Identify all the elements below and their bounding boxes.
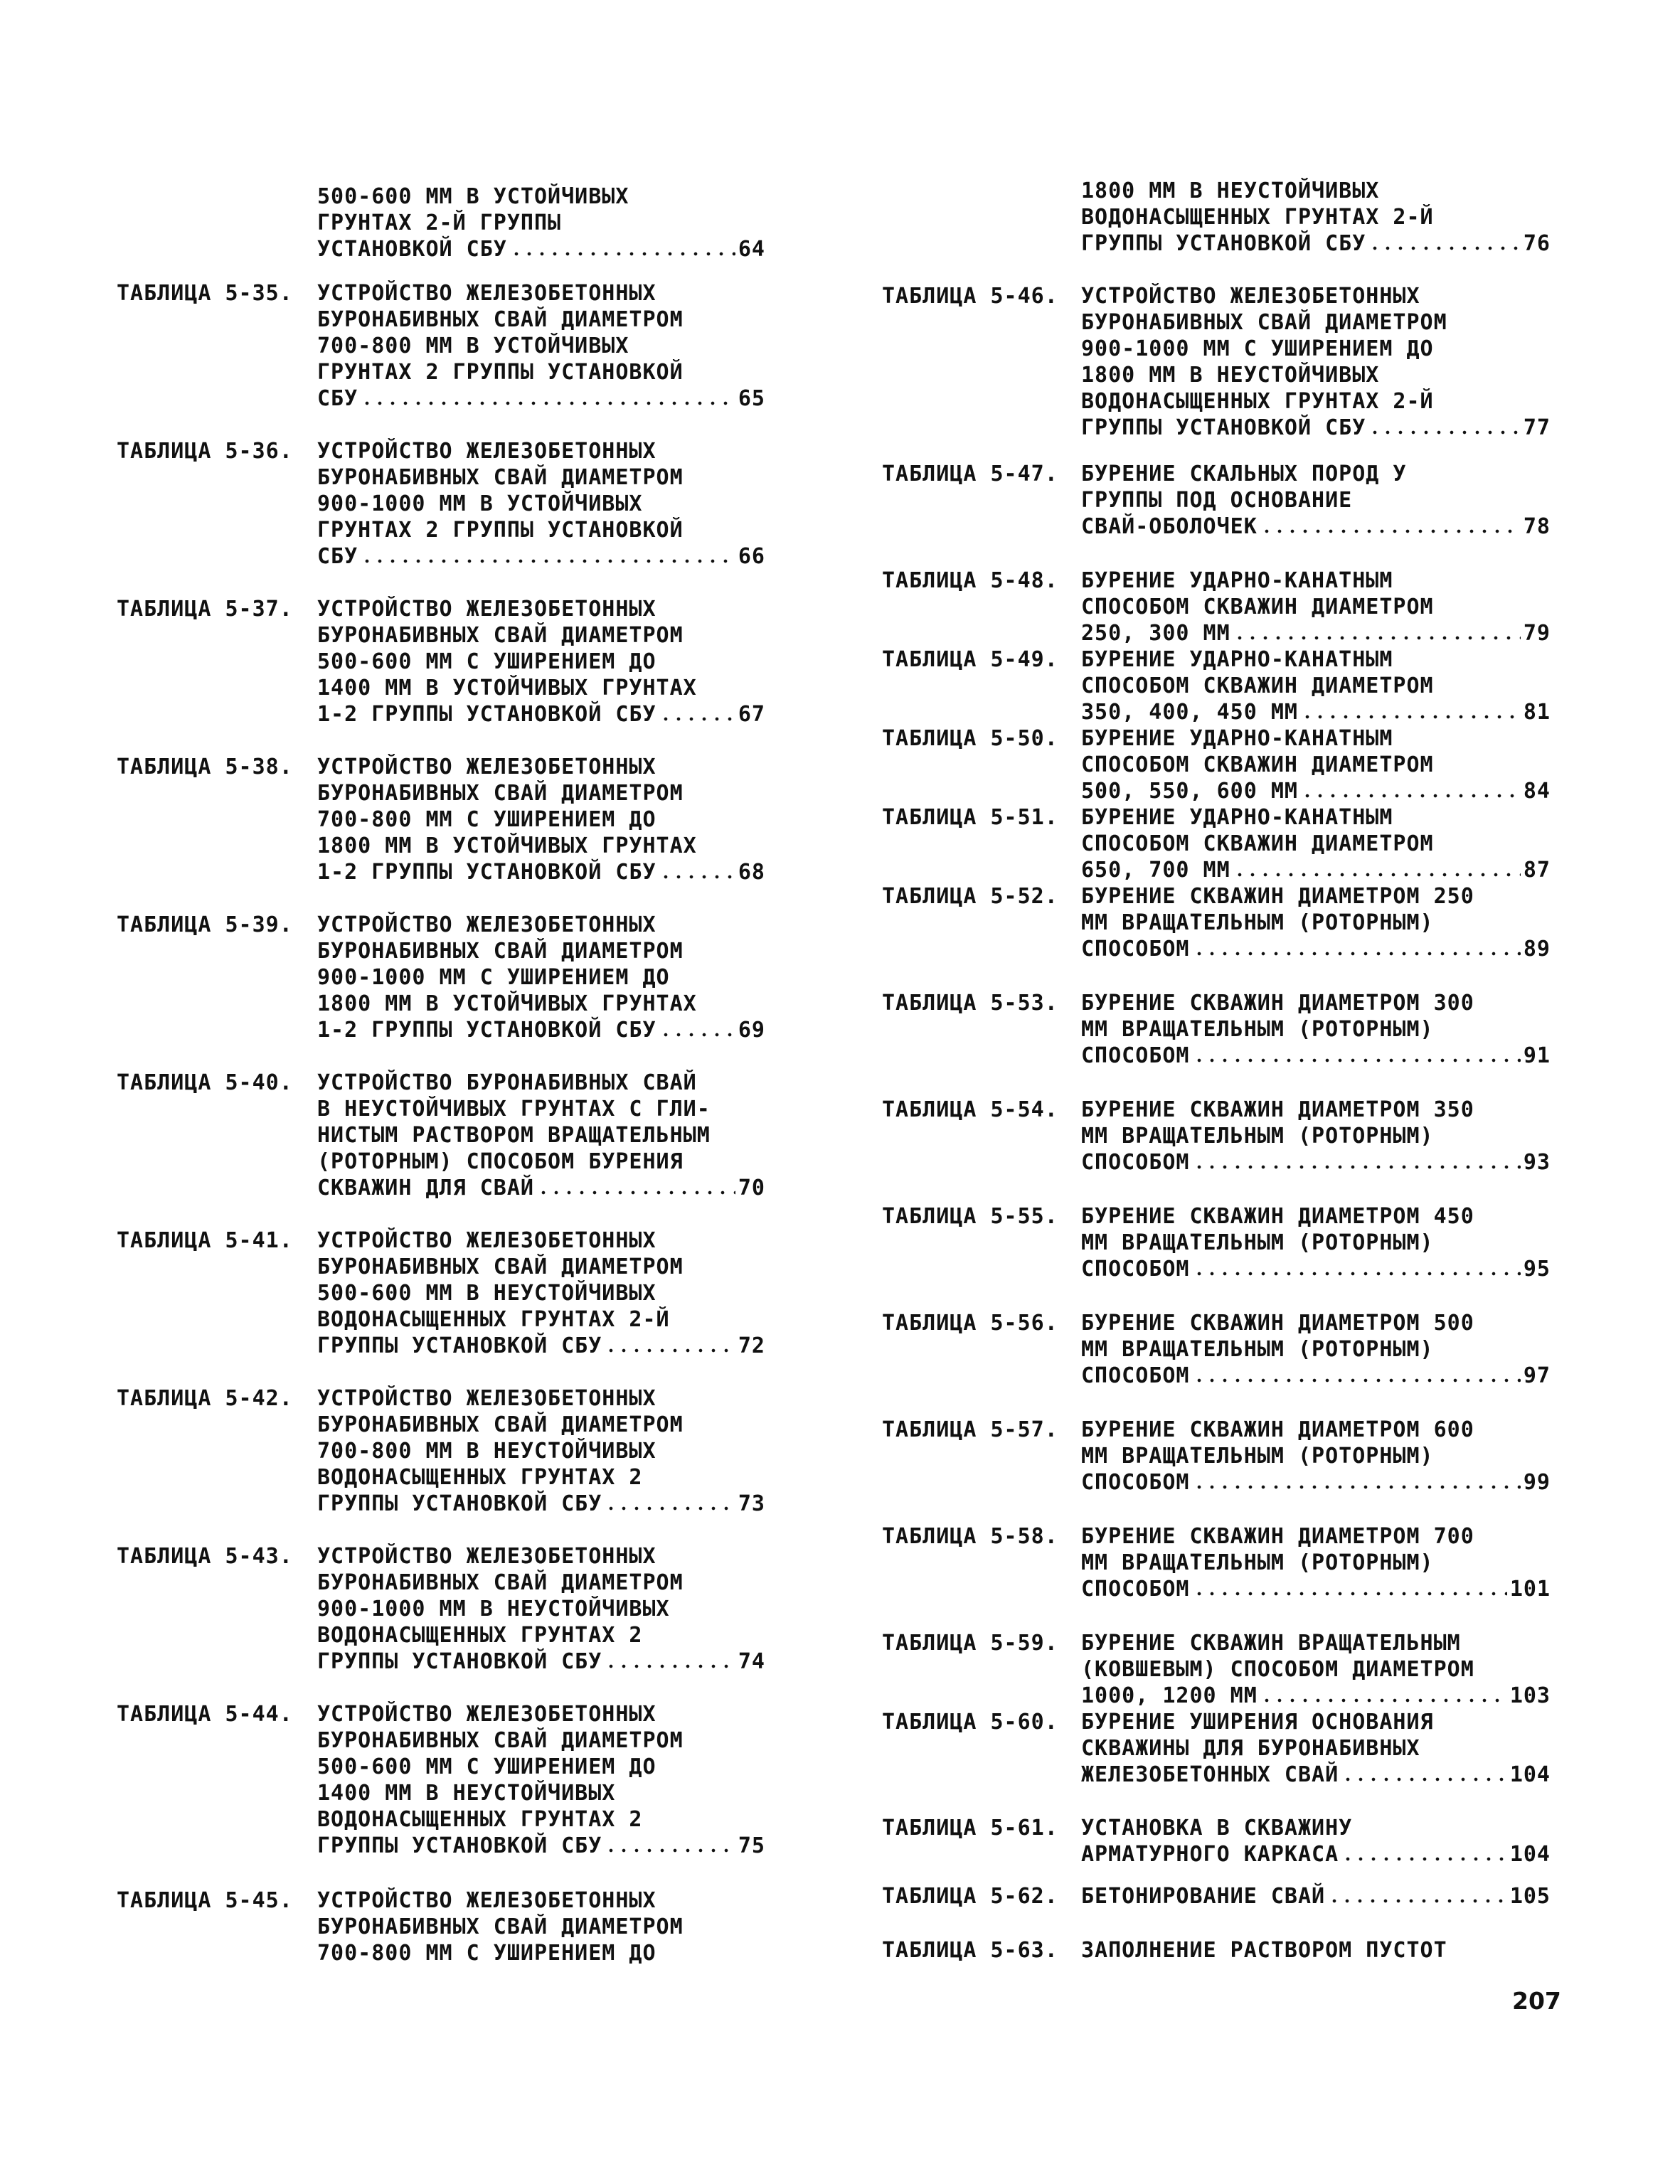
title-line: БУРОНАБИВНЫХ СВАЙ ДИАМЕТРОМ [1081,310,1447,335]
page-reference: 68 [738,860,765,885]
entry-title [317,754,765,885]
table-label: ТАБЛИЦА 5-49. [882,647,1058,672]
dot-leader [1193,1485,1521,1489]
page-reference: 64 [738,237,765,262]
title-line: 700-800 ММ С УШИРЕНИЕМ ДО [317,1941,656,1966]
page-reference: 77 [1523,415,1551,440]
title-line: ГРУНТАХ 2 ГРУППЫ УСТАНОВКОЙ [317,360,684,385]
entry-title [1081,1097,1551,1176]
title-line: УСТАНОВКОЙ СБУ [317,237,507,262]
title-last-line [317,701,765,728]
page-reference: 65 [738,386,765,411]
entry-title [1081,283,1551,441]
title-line: 1800 ММ В НЕУСТОЙЧИВЫХ [1081,363,1380,388]
title-line: ГРУНТАХ 2 ГРУППЫ УСТАНОВКОЙ [317,518,684,543]
title-line: ВОДОНАСЫЩЕННЫХ ГРУНТАХ 2-Й [317,1307,670,1332]
entry-title [1081,990,1551,1069]
title-line: 650, 700 ММ [1081,858,1230,883]
table-label: ТАБЛИЦА 5-42. [117,1386,293,1411]
dot-leader [1301,715,1521,719]
title-line: ММ ВРАЩАТЕЛЬНЫМ (РОТОРНЫМ) [1081,1550,1434,1575]
title-line: УСТРОЙСТВО ЖЕЛЕЗОБЕТОННЫХ [317,281,656,306]
title-line: СПОСОБОМ [1081,1470,1190,1495]
table-label: ТАБЛИЦА 5-51. [882,805,1058,830]
title-line: УСТРОЙСТВО ЖЕЛЕЗОБЕТОННЫХ [317,912,656,937]
entry-title [1081,461,1551,540]
title-line: 1-2 ГРУППЫ УСТАНОВКОЙ СБУ [317,1018,656,1043]
page-reference: 66 [738,544,765,569]
title-line: ГРУППЫ УСТАНОВКОЙ СБУ [1081,231,1366,256]
title-line: 1800 ММ В УСТОЙЧИВЫХ ГРУНТАХ [317,991,697,1016]
entry-title [1081,1523,1551,1602]
dot-leader [1341,1857,1507,1861]
title-last-line [1081,1043,1551,1069]
title-line: БУРОНАБИВНЫХ СВАЙ ДИАМЕТРОМ [317,465,684,490]
title-line: СПОСОБОМ [1081,1257,1190,1282]
title-line: ГРУППЫ УСТАНОВКОЙ СБУ [317,1333,602,1358]
table-label: ТАБЛИЦА 5-61. [882,1816,1058,1841]
title-last-line [1081,1256,1551,1282]
table-label: ТАБЛИЦА 5-58. [882,1524,1058,1549]
dot-leader [1328,1899,1507,1903]
table-label: ТАБЛИЦА 5-57. [882,1417,1058,1442]
title-line: 1000, 1200 ММ [1081,1683,1258,1708]
title-line: 1800 ММ В УСТОЙЧИВЫХ ГРУНТАХ [317,833,697,858]
page-reference: 73 [738,1491,765,1516]
title-line: СВАЙ-ОБОЛОЧЕК [1081,514,1258,539]
title-last-line [317,1017,765,1043]
page-reference: 87 [1523,858,1551,883]
dot-leader [605,1848,735,1853]
title-line: БУРЕНИЕ СКВАЖИН ДИАМЕТРОМ 600 [1081,1417,1474,1442]
page-reference: 76 [1523,231,1551,256]
title-line: БУРОНАБИВНЫХ СВАЙ ДИАМЕТРОМ [317,1914,684,1939]
title-line: БУРЕНИЕ СКВАЖИН ДИАМЕТРОМ 350 [1081,1097,1474,1122]
title-line: 900-1000 ММ В УСТОЙЧИВЫХ [317,491,643,516]
title-line: УСТАНОВКА В СКВАЖИНУ [1081,1816,1353,1841]
title-line: БУРОНАБИВНЫХ СВАЙ ДИАМЕТРОМ [317,1570,684,1595]
title-line: БУРОНАБИВНЫХ СВАЙ ДИАМЕТРОМ [317,939,684,964]
title-line: ГРУНТАХ 2-Й ГРУППЫ [317,211,562,235]
page-reference: 95 [1523,1257,1551,1282]
title-line: ММ ВРАЩАТЕЛЬНЫМ (РОТОРНЫМ) [1081,1230,1434,1255]
table-label: ТАБЛИЦА 5-36. [117,439,293,464]
entry-title [1081,804,1551,883]
title-line: 500-600 ММ В УСТОЙЧИВЫХ [317,184,629,209]
title-last-line [1081,1841,1551,1868]
title-line: БУРОНАБИВНЫХ СВАЙ ДИАМЕТРОМ [317,1412,684,1437]
dot-leader [1260,529,1521,533]
title-line: БЕТОНИРОВАНИЕ СВАЙ [1081,1884,1326,1909]
title-last-line [1081,1883,1551,1909]
title-line: БУРЕНИЕ УДАРНО-КАНАТНЫМ [1081,647,1393,672]
title-line: ГРУППЫ УСТАНОВКОЙ СБУ [317,1491,602,1516]
page-reference: 79 [1523,621,1551,646]
entry-title [317,1385,765,1517]
entry-title [317,1887,765,1966]
title-last-line [1081,857,1551,883]
title-line: 1400 ММ В УСТОЙЧИВЫХ ГРУНТАХ [317,676,697,701]
entry-title [317,183,765,262]
title-line: ММ ВРАЩАТЕЛЬНЫМ (РОТОРНЫМ) [1081,910,1434,935]
entry-title [317,280,765,412]
page-reference: 75 [738,1833,765,1858]
title-line: СПОСОБОМ СКВАЖИН ДИАМЕТРОМ [1081,673,1434,698]
dot-leader [1193,1058,1521,1062]
table-label: ТАБЛИЦА 5-55. [882,1204,1058,1229]
title-line: БУРЕНИЕ УДАРНО-КАНАТНЫМ [1081,726,1393,751]
title-line: АРМАТУРНОГО КАРКАСА [1081,1842,1339,1867]
title-line: 350, 400, 450 ММ [1081,700,1298,725]
title-line: БУРЕНИЕ СКВАЖИН ДИАМЕТРОМ 450 [1081,1204,1474,1229]
page-reference: 104 [1509,1762,1551,1787]
title-line: ГРУППЫ УСТАНОВКОЙ СБУ [1081,415,1366,440]
title-line: ГРУППЫ УСТАНОВКОЙ СБУ [317,1833,602,1858]
title-line: ММ ВРАЩАТЕЛЬНЫМ (РОТОРНЫМ) [1081,1444,1434,1469]
page-reference: 93 [1523,1150,1551,1175]
dot-leader [1233,873,1521,877]
title-last-line [317,1491,765,1517]
dot-leader [605,1506,735,1511]
title-line: ВОДОНАСЫЩЕННЫХ ГРУНТАХ 2 [317,1807,643,1832]
title-last-line [1081,230,1551,257]
dot-leader [1193,1272,1521,1276]
entry-title [1081,1709,1551,1788]
dot-leader [1193,1592,1507,1596]
title-line: ГРУППЫ ПОД ОСНОВАНИЕ [1081,488,1353,513]
title-line: СКВАЖИНЫ ДЛЯ БУРОНАБИВНЫХ [1081,1736,1420,1761]
dot-leader [1260,1698,1507,1703]
page-reference: 78 [1523,514,1551,539]
title-line: УСТРОЙСТВО ЖЕЛЕЗОБЕТОННЫХ [317,1888,656,1913]
dot-leader [1193,1165,1521,1169]
dot-leader [510,252,735,256]
entry-title [1081,1630,1551,1709]
table-label: ТАБЛИЦА 5-54. [882,1097,1058,1122]
title-line: ВОДОНАСЫЩЕННЫХ ГРУНТАХ 2-Й [1081,389,1434,414]
title-line: УСТРОЙСТВО БУРОНАБИВНЫХ СВАЙ [317,1070,697,1095]
title-last-line [317,1333,765,1359]
title-line: СПОСОБОМ СКВАЖИН ДИАМЕТРОМ [1081,595,1434,619]
title-last-line [1081,936,1551,962]
title-line: БУРЕНИЕ СКВАЖИН ДИАМЕТРОМ 250 [1081,884,1474,909]
title-line: БУРЕНИЕ СКВАЖИН ДИАМЕТРОМ 700 [1081,1524,1474,1549]
title-line: 1-2 ГРУППЫ УСТАНОВКОЙ СБУ [317,860,656,885]
entry-title [317,912,765,1043]
page-reference: 104 [1509,1842,1551,1867]
entry-title [1081,725,1551,804]
page-reference: 99 [1523,1470,1551,1495]
title-last-line [1081,1683,1551,1709]
title-last-line [1081,415,1551,441]
title-last-line [1081,1363,1551,1389]
title-line: ММ ВРАЩАТЕЛЬНЫМ (РОТОРНЫМ) [1081,1124,1434,1149]
title-last-line [317,385,765,412]
title-line: 1400 ММ В НЕУСТОЙЧИВЫХ [317,1781,616,1806]
title-line: СПОСОБОМ [1081,1043,1190,1068]
title-line: СПОСОБОМ СКВАЖИН ДИАМЕТРОМ [1081,752,1434,777]
title-line: ЖЕЛЕЗОБЕТОННЫХ СВАЙ [1081,1762,1339,1787]
page-reference: 74 [738,1649,765,1674]
entry-title [317,596,765,728]
table-label: ТАБЛИЦА 5-38. [117,755,293,779]
dot-leader [659,717,735,721]
dot-leader [361,559,735,563]
title-line: 900-1000 ММ В НЕУСТОЙЧИВЫХ [317,1597,670,1621]
title-last-line [317,1648,765,1675]
title-line: СКВАЖИН ДЛЯ СВАЙ [317,1176,534,1200]
title-line: 500-600 ММ В НЕУСТОЙЧИВЫХ [317,1281,656,1306]
table-label: ТАБЛИЦА 5-43. [117,1544,293,1569]
entry-title [1081,568,1551,646]
title-line: (КОВШЕВЫМ) СПОСОБОМ ДИАМЕТРОМ [1081,1657,1474,1682]
page-reference: 103 [1509,1683,1551,1708]
title-line: УСТРОЙСТВО ЖЕЛЕЗОБЕТОННЫХ [317,1386,656,1411]
title-line: ММ ВРАЩАТЕЛЬНЫМ (РОТОРНЫМ) [1081,1017,1434,1042]
title-line: УСТРОЙСТВО ЖЕЛЕЗОБЕТОННЫХ [1081,284,1420,309]
page-reference: 97 [1523,1363,1551,1388]
entry-title [317,1543,765,1675]
title-last-line [1081,1576,1551,1602]
title-line: (РОТОРНЫМ) СПОСОБОМ БУРЕНИЯ [317,1149,684,1174]
table-label: ТАБЛИЦА 5-50. [882,726,1058,751]
title-line: БУРЕНИЕ УДАРНО-КАНАТНЫМ [1081,805,1393,830]
dot-leader [1368,246,1521,250]
table-label: ТАБЛИЦА 5-46. [882,284,1058,309]
entry-title [1081,1310,1551,1389]
page-reference: 89 [1523,937,1551,962]
title-last-line [1081,1149,1551,1176]
title-line: НИСТЫМ РАСТВОРОМ ВРАЩАТЕЛЬНЫМ [317,1123,711,1148]
title-line: СБУ [317,386,358,411]
table-label: ТАБЛИЦА 5-37. [117,597,293,622]
dot-leader [605,1348,735,1353]
dot-leader [1341,1777,1507,1781]
title-line: БУРОНАБИВНЫХ СВАЙ ДИАМЕТРОМ [317,1728,684,1753]
table-label: ТАБЛИЦА 5-53. [882,991,1058,1016]
entry-title [317,1227,765,1359]
title-line: 500-600 ММ С УШИРЕНИЕМ ДО [317,649,656,674]
title-line: БУРОНАБИВНЫХ СВАЙ ДИАМЕТРОМ [317,623,684,648]
dot-leader [659,1033,735,1037]
title-last-line [1081,1762,1551,1788]
title-line: 700-800 ММ В НЕУСТОЙЧИВЫХ [317,1439,656,1464]
dot-leader [537,1190,735,1195]
dot-leader [659,875,735,879]
title-last-line [1081,620,1551,646]
title-line: УСТРОЙСТВО ЖЕЛЕЗОБЕТОННЫХ [317,1544,656,1569]
title-line: В НЕУСТОЙЧИВЫХ ГРУНТАХ С ГЛИ- [317,1097,711,1122]
title-line: УСТРОЙСТВО ЖЕЛЕЗОБЕТОННЫХ [317,755,656,779]
title-line: БУРОНАБИВНЫХ СВАЙ ДИАМЕТРОМ [317,307,684,332]
title-line: ММ ВРАЩАТЕЛЬНЫМ (РОТОРНЫМ) [1081,1337,1434,1362]
dot-leader [605,1664,735,1668]
dot-leader [361,401,735,405]
title-line: УСТРОЙСТВО ЖЕЛЕЗОБЕТОННЫХ [317,439,656,464]
title-line: 700-800 ММ С УШИРЕНИЕМ ДО [317,807,656,832]
table-label: ТАБЛИЦА 5-56. [882,1311,1058,1336]
entry-title [1081,883,1551,962]
title-line: 900-1000 ММ С УШИРЕНИЕМ ДО [1081,336,1434,361]
title-last-line [317,1833,765,1859]
title-last-line [317,543,765,570]
dot-leader [1301,794,1521,798]
table-label: ТАБЛИЦА 5-48. [882,568,1058,593]
table-label: ТАБЛИЦА 5-44. [117,1702,293,1727]
page-reference: 70 [738,1176,765,1200]
title-line: СПОСОБОМ [1081,1150,1190,1175]
table-label: ТАБЛИЦА 5-39. [117,912,293,937]
title-line: 900-1000 ММ С УШИРЕНИЕМ ДО [317,965,670,990]
page-reference: 101 [1509,1577,1551,1602]
page-reference: 69 [738,1018,765,1043]
title-line: БУРЕНИЕ СКАЛЬНЫХ ПОРОД У [1081,462,1407,486]
entry-title [1081,178,1551,257]
entry-title [1081,1815,1551,1868]
title-last-line [317,236,765,262]
title-last-line [1081,778,1551,804]
table-label: ТАБЛИЦА 5-60. [882,1710,1058,1735]
title-last-line [1081,1469,1551,1496]
title-line: 500, 550, 600 ММ [1081,779,1298,804]
title-line: СПОСОБОМ [1081,1363,1190,1388]
title-line: БУРОНАБИВНЫХ СВАЙ ДИАМЕТРОМ [317,1255,684,1279]
table-label: ТАБЛИЦА 5-52. [882,884,1058,909]
title-line: УСТРОЙСТВО ЖЕЛЕЗОБЕТОННЫХ [317,1702,656,1727]
title-line: ВОДОНАСЫЩЕННЫХ ГРУНТАХ 2 [317,1623,643,1648]
title-last-line [317,1175,765,1201]
entry-title [1081,1417,1551,1496]
dot-leader [1233,636,1521,640]
page-reference: 72 [738,1333,765,1358]
page-reference: 67 [738,702,765,727]
entry-title [1081,1883,1551,1909]
page-number: 207 [1512,1987,1561,2015]
page-reference: 105 [1509,1884,1551,1909]
title-line: БУРЕНИЕ СКВАЖИН ДИАМЕТРОМ 500 [1081,1311,1474,1336]
table-label: ТАБЛИЦА 5-35. [117,281,293,306]
title-last-line [317,859,765,885]
page-reference: 91 [1523,1043,1551,1068]
title-line: БУРЕНИЕ СКВАЖИН ВРАЩАТЕЛЬНЫМ [1081,1631,1461,1656]
table-label: ТАБЛИЦА 5-59. [882,1631,1058,1656]
entry-title [317,1701,765,1859]
title-line: 250, 300 ММ [1081,621,1230,646]
title-line: БУРЕНИЕ УШИРЕНИЯ ОСНОВАНИЯ [1081,1710,1434,1735]
table-label: ТАБЛИЦА 5-47. [882,462,1058,486]
dot-leader [1193,1378,1521,1383]
title-line: 500-600 ММ С УШИРЕНИЕМ ДО [317,1754,656,1779]
table-label: ТАБЛИЦА 5-45. [117,1888,293,1913]
title-last-line [1081,513,1551,540]
title-line: СПОСОБОМ [1081,1577,1190,1602]
title-line: ВОДОНАСЫЩЕННЫХ ГРУНТАХ 2-Й [1081,205,1434,230]
title-line: ВОДОНАСЫЩЕННЫХ ГРУНТАХ 2 [317,1465,643,1490]
title-line: 1800 ММ В НЕУСТОЙЧИВЫХ [1081,179,1380,203]
dot-leader [1193,952,1521,956]
title-line: ЗАПОЛНЕНИЕ РАСТВОРОМ ПУСТОТ [1081,1938,1447,1963]
entry-title [317,438,765,570]
title-line: СПОСОБОМ [1081,937,1190,962]
title-line: БУРЕНИЕ УДАРНО-КАНАТНЫМ [1081,568,1393,593]
entry-title [317,1070,765,1201]
title-line: СПОСОБОМ СКВАЖИН ДИАМЕТРОМ [1081,831,1434,856]
entry-title [1081,646,1551,725]
entry-title [1081,1937,1551,1964]
title-line: СБУ [317,544,358,569]
title-line: БУРЕНИЕ СКВАЖИН ДИАМЕТРОМ 300 [1081,991,1474,1016]
table-label: ТАБЛИЦА 5-63. [882,1938,1058,1963]
title-line: ГРУППЫ УСТАНОВКОЙ СБУ [317,1649,602,1674]
page-reference: 84 [1523,779,1551,804]
title-line: БУРОНАБИВНЫХ СВАЙ ДИАМЕТРОМ [317,781,684,806]
table-label: ТАБЛИЦА 5-40. [117,1070,293,1095]
title-line: 1-2 ГРУППЫ УСТАНОВКОЙ СБУ [317,702,656,727]
title-last-line [1081,699,1551,725]
dot-leader [1368,430,1521,435]
title-line: УСТРОЙСТВО ЖЕЛЕЗОБЕТОННЫХ [317,597,656,622]
table-label: ТАБЛИЦА 5-41. [117,1228,293,1253]
table-label: ТАБЛИЦА 5-62. [882,1884,1058,1909]
page-reference: 81 [1523,700,1551,725]
entry-title [1081,1203,1551,1282]
title-line: УСТРОЙСТВО ЖЕЛЕЗОБЕТОННЫХ [317,1228,656,1253]
title-line: 700-800 ММ В УСТОЙЧИВЫХ [317,334,629,358]
